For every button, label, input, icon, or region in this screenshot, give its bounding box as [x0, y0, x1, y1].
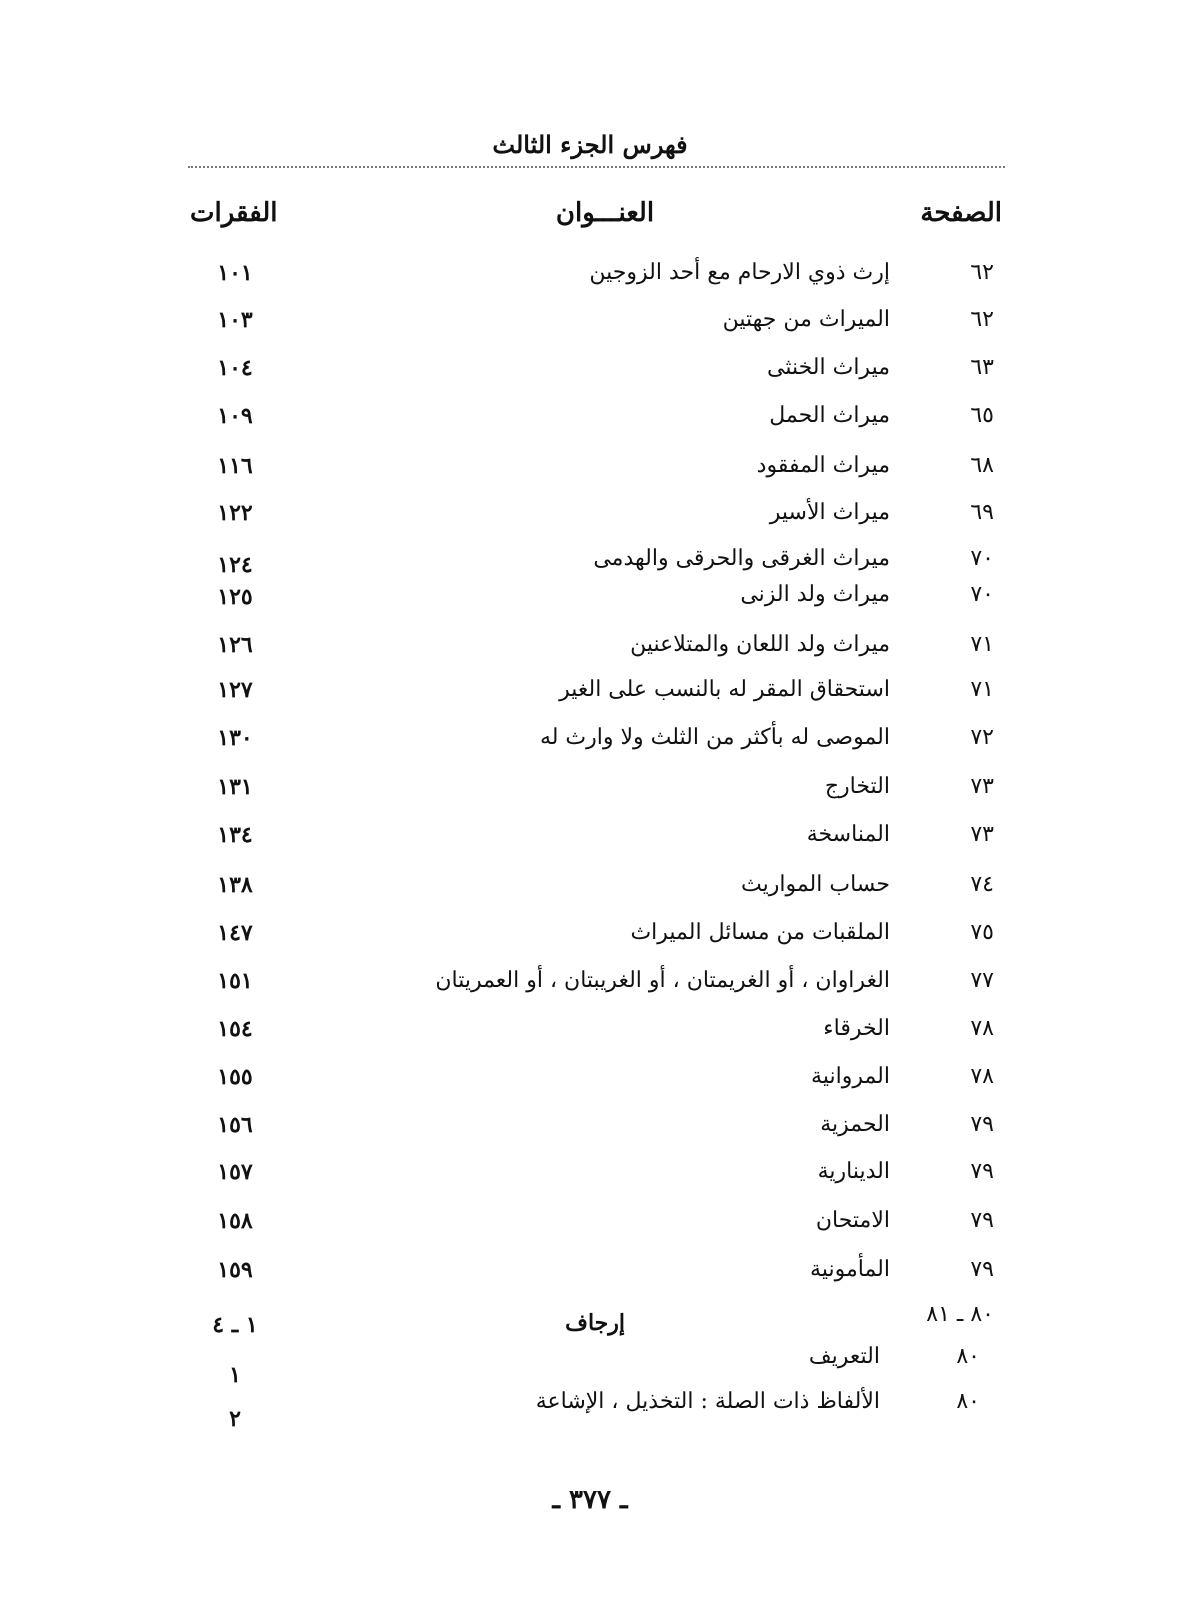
row-title: التخارج — [824, 774, 890, 799]
row-title: حساب المواريث — [741, 872, 890, 897]
row-paragraph-number: ١٠٣ — [217, 307, 253, 333]
page-number: ـ ٣٧٧ ـ — [552, 1485, 628, 1515]
row-paragraph-number: ١٠١ — [217, 260, 253, 286]
row-paragraph-number: ١٥٧ — [217, 1159, 253, 1185]
row-title: استحقاق المقر له بالنسب على الغير — [559, 677, 890, 702]
row-title: ميراث الخنثى — [766, 355, 890, 380]
row-page-number: ٨٠ — [956, 1344, 980, 1369]
row-page-number: ٧٨ — [970, 1064, 994, 1089]
row-page-number: ٧٨ — [970, 1016, 994, 1041]
row-page-number: ٧٥ — [970, 920, 994, 945]
row-title: التعريف — [808, 1344, 880, 1369]
row-paragraph-number: ١ ـ ٤ — [212, 1312, 258, 1338]
row-paragraph-number: ١٢٥ — [217, 584, 253, 610]
row-page-number: ٧٠ — [970, 546, 994, 571]
row-paragraph-number: ١٣١ — [217, 774, 253, 800]
row-page-number: ٧٣ — [970, 774, 994, 799]
row-page-number: ٨٠ — [956, 1389, 980, 1414]
row-title: الألفاظ ذات الصلة : التخذيل ، الإشاعة — [535, 1389, 880, 1414]
row-page-number: ٧١ — [970, 632, 994, 657]
row-title: ميراث الغرقى والحرقى والهدمى — [593, 546, 890, 571]
row-page-number: ٧٩ — [970, 1208, 994, 1233]
row-page-number: ٦٣ — [970, 355, 994, 380]
column-header-title: العنـــوان — [555, 198, 655, 228]
row-paragraph-number: ١٠٩ — [217, 403, 253, 429]
row-page-number: ٧٣ — [970, 822, 994, 847]
row-page-number: ٧٢ — [970, 725, 994, 750]
dotted-divider — [188, 166, 1005, 168]
row-title: الخرقاء — [823, 1016, 890, 1041]
row-paragraph-number: ١ — [229, 1362, 241, 1388]
row-page-number: ٦٩ — [970, 500, 994, 525]
row-paragraph-number: ١٢٢ — [217, 500, 253, 526]
row-title: الامتحان — [815, 1208, 890, 1233]
row-page-number: ٦٨ — [970, 453, 994, 478]
column-header-page: الصفحة — [920, 198, 1002, 228]
row-title: المأمونية — [810, 1257, 890, 1282]
row-paragraph-number: ٢ — [229, 1406, 241, 1432]
row-page-number: ٧٤ — [970, 872, 994, 897]
row-page-number: ٦٢ — [970, 307, 994, 332]
row-page-number: ٨٠ ـ ٨١ — [926, 1302, 994, 1327]
row-title: إرث ذوي الارحام مع أحد الزوجين — [589, 260, 890, 285]
row-page-number: ٦٥ — [970, 403, 994, 428]
row-page-number: ٧٩ — [970, 1257, 994, 1282]
row-paragraph-number: ١٣٨ — [217, 872, 253, 898]
row-paragraph-number: ١٥١ — [217, 968, 253, 994]
section-heading: إرجاف — [565, 1310, 625, 1336]
row-title: الدينارية — [817, 1159, 890, 1184]
row-page-number: ٦٢ — [970, 260, 994, 285]
row-page-number: ٧٩ — [970, 1159, 994, 1184]
row-paragraph-number: ١٥٨ — [217, 1208, 253, 1234]
row-paragraph-number: ١٥٩ — [217, 1257, 253, 1283]
row-paragraph-number: ١٥٤ — [217, 1016, 253, 1042]
row-title: الميراث من جهتين — [722, 307, 890, 332]
row-title: المناسخة — [806, 822, 890, 847]
row-paragraph-number: ١٢٦ — [217, 632, 253, 658]
row-paragraph-number: ١٣٠ — [217, 725, 253, 751]
row-paragraph-number: ١٥٦ — [217, 1112, 253, 1138]
row-title: المروانية — [811, 1064, 890, 1089]
row-title: ميراث ولد اللعان والمتلاعنين — [630, 632, 890, 657]
row-page-number: ٧١ — [970, 677, 994, 702]
row-title: ميراث المفقود — [756, 453, 890, 478]
row-title: ميراث ولد الزنى — [740, 582, 890, 607]
row-paragraph-number: ١٣٤ — [217, 822, 253, 848]
page-title: فهرس الجزء الثالث — [492, 130, 688, 159]
row-title: الحمزية — [820, 1112, 890, 1137]
column-header-paragraphs: الفقرات — [190, 198, 278, 228]
row-paragraph-number: ١٢٤ — [217, 552, 253, 578]
row-title: ميراث الأسير — [769, 500, 890, 525]
row-page-number: ٧٩ — [970, 1112, 994, 1137]
row-title: ميراث الحمل — [769, 403, 890, 428]
row-page-number: ٧٧ — [970, 968, 994, 993]
row-title: الملقبات من مسائل الميراث — [630, 920, 890, 945]
row-paragraph-number: ١٠٤ — [217, 355, 253, 381]
row-paragraph-number: ١٤٧ — [217, 920, 253, 946]
row-title: الغراوان ، أو الغريمتان ، أو الغريبتان ، أو العمريتان — [435, 968, 890, 993]
row-paragraph-number: ١٢٧ — [217, 677, 253, 703]
row-page-number: ٧٠ — [970, 582, 994, 607]
row-paragraph-number: ١٥٥ — [217, 1064, 253, 1090]
row-paragraph-number: ١١٦ — [217, 453, 253, 479]
row-title: الموصى له بأكثر من الثلث ولا وارث له — [539, 725, 890, 750]
